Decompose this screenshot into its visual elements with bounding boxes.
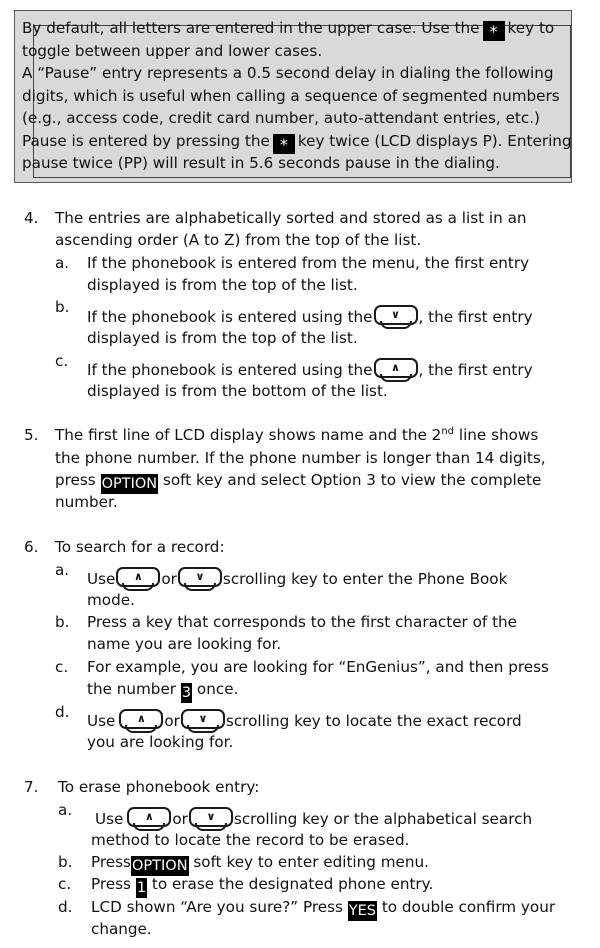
scroll-down-key-icon: ∨ bbox=[189, 807, 233, 827]
manual-page: By default, all letters are entered in the upper case. Use the * key to toggle between upper and lower cases. A “Pause” entry represents a 0.5 second delay in dialing the following digits, which is useful when calling a sequence of segmented numbers (e.g., access code, credit card number, auto-attendant entries, etc.) Pause is entered by pressing the * key twice (LCD displays P). Entering pause twice (PP) will result in 5.6 seconds pause in the dialing. 4. The entries are alphabetically sorted and stored as a list in an ascending order (A to Z) from the top of the list. a. If the phonebook is entered from the menu, the first entry displayed is from the top of the list. b. If the phonebook is entered using the ∨ , the first entry displayed is from the top of the list. c. If the phonebook is entered using the ∧ , the first entry displayed is from the bottom of the list. 5. The first line of LCD display shows name and the 2nd line shows the phone number. If the phone number is longer than 14 digits, press OPTION soft key and select Option 3 to view the complete number. 6. To search for a record: a. Use ∧ or ∨ scrolling key to enter the Phone Book mode. b. Press a key that corresponds to the first character of the name you are looking for. c. For example, you are looking for “EnGenius”, and then press the number 3 once. d. Use ∧ or ∨ scrolling key to locate the exact record you are looking for. 7. To erase phonebook entry: a. Use ∧ or ∨ scrolling key or the alphabetical search method to locate the record to be erased. b. PressOPTION soft key to enter editing menu. c. Press 1 to erase the designated phone entry. d. LCD shown “Are you sure?” Press YES to double confirm your change. bbox=[0, 0, 600, 948]
number-one-key: 1 bbox=[136, 880, 147, 896]
scroll-down-key-icon: ∨ bbox=[374, 305, 418, 325]
note-text: By default, all letters are entered in the upper case. Use the * key to toggle between upper and lower cases. A “Pause” entry represents a 0.5 second delay in dialing the following digits, which is useful when calling a sequence of segmented numbers (e.g., access code, credit card number, auto-attendant entries, etc.) Pause is entered by pressing the * key twice (LCD displays P). Entering pause twice (PP) will result in 5.6 seconds pause in the dialing. bbox=[22, 19, 572, 172]
scroll-up-key-icon: ∧ bbox=[116, 567, 160, 587]
option-soft-key: OPTION bbox=[131, 858, 188, 874]
scroll-down-key-icon: ∨ bbox=[181, 709, 225, 729]
scroll-down-key-icon: ∨ bbox=[178, 567, 222, 587]
scroll-up-key-icon: ∧ bbox=[127, 807, 171, 827]
option-soft-key: OPTION bbox=[101, 476, 158, 492]
number-three-key: 3 bbox=[181, 685, 192, 701]
star-key-icon: * bbox=[483, 21, 505, 41]
scroll-up-key-icon: ∧ bbox=[374, 358, 418, 378]
scroll-up-key-icon: ∧ bbox=[119, 709, 163, 729]
star-key-icon: * bbox=[273, 134, 295, 154]
yes-soft-key: YES bbox=[348, 903, 376, 919]
